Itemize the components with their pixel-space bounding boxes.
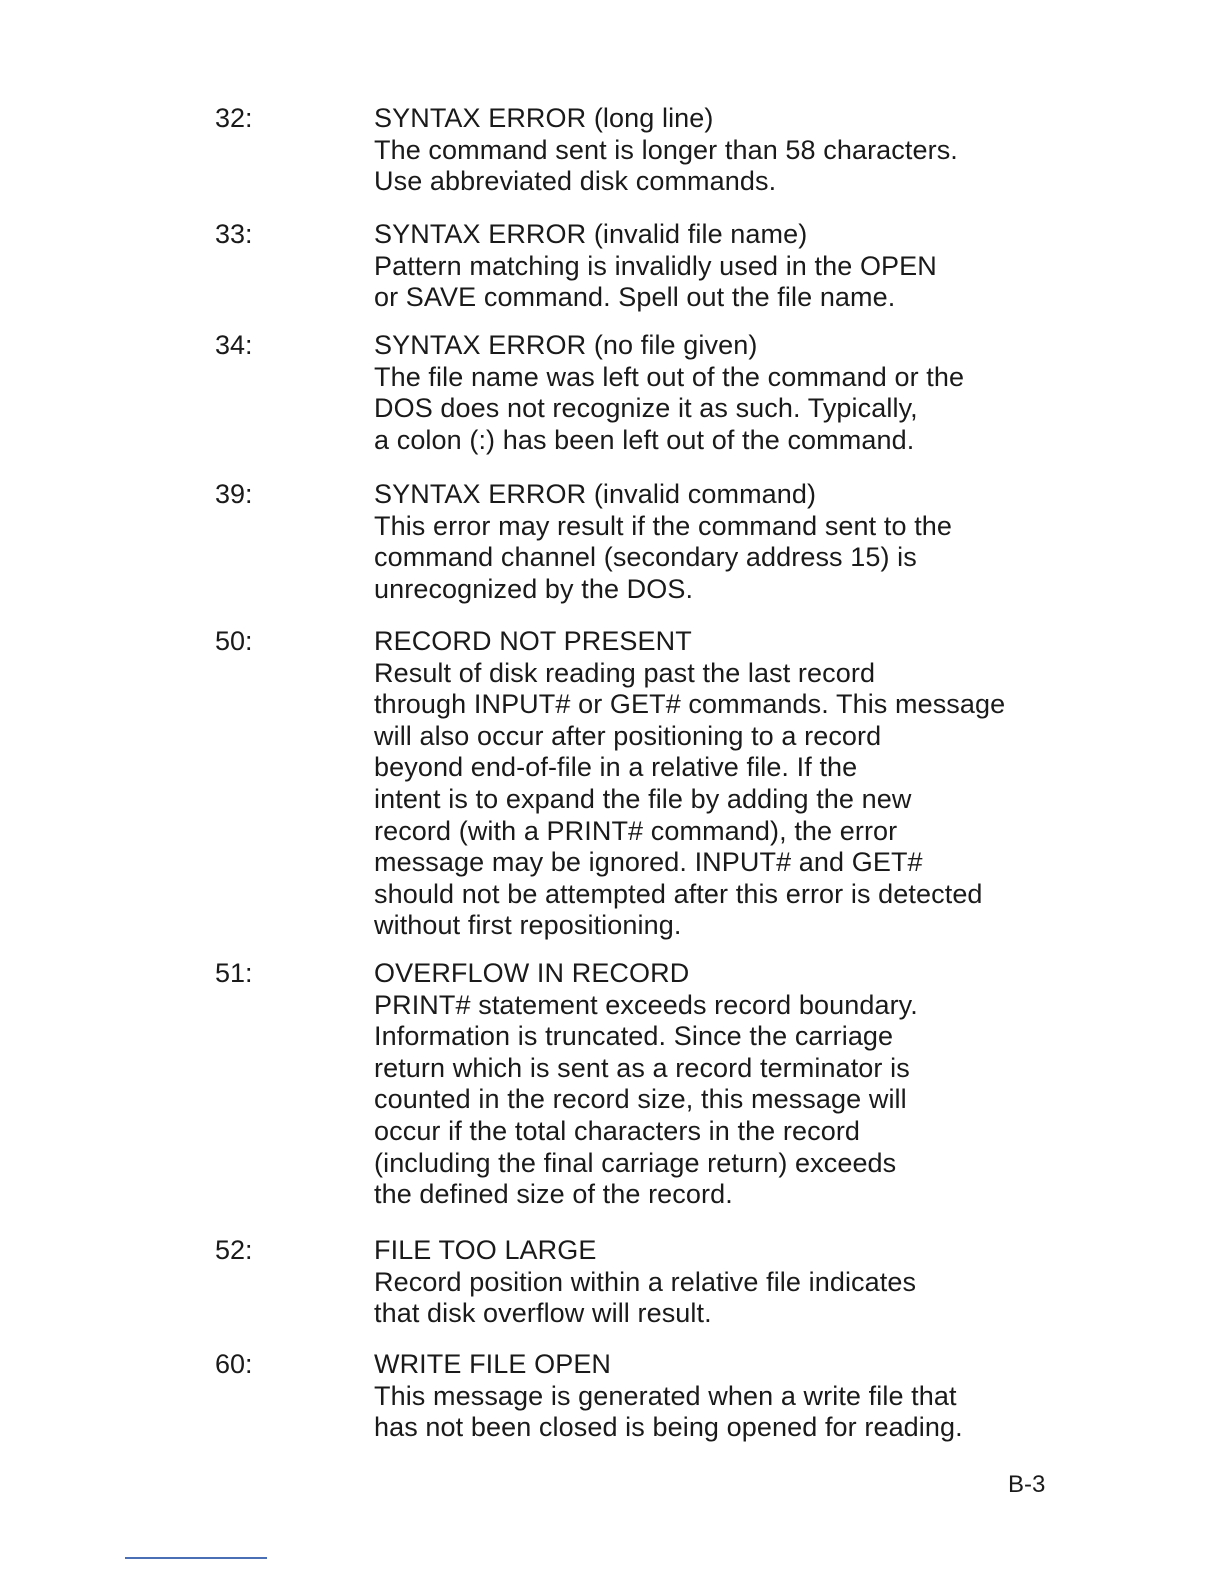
error-title: WRITE FILE OPEN	[374, 1349, 612, 1379]
description-line: unrecognized by the DOS.	[374, 573, 694, 604]
page-number: B-3	[1008, 1471, 1046, 1498]
error-code: 32:	[215, 103, 253, 133]
error-code: 33:	[215, 219, 253, 249]
description-line: PRINT# statement exceeds record boundary.	[374, 989, 918, 1020]
error-code: 50:	[215, 626, 253, 656]
description-line: message may be ignored. INPUT# and GET#	[374, 847, 923, 878]
error-title: SYNTAX ERROR (invalid command)	[374, 479, 817, 509]
description-line: This error may result if the command sent to the	[374, 510, 953, 541]
description-line: Pattern matching is invalidly used in the OPEN	[374, 250, 937, 281]
error-title: SYNTAX ERROR (no file given)	[374, 330, 758, 360]
error-description	[374, 1235, 1074, 1330]
error-title: SYNTAX ERROR (invalid file name)	[374, 219, 808, 249]
description-line: return which is sent as a record terminator is	[374, 1052, 910, 1083]
description-line: has not been closed is being opened for reading.	[374, 1412, 963, 1443]
description-line: or SAVE command. Spell out the file name.	[374, 282, 896, 313]
error-description	[374, 103, 1074, 198]
description-line: Use abbreviated disk commands.	[374, 166, 777, 197]
description-line: The file name was left out of the command or the	[374, 361, 965, 392]
description-line: a colon (:) has been left out of the command.	[374, 424, 915, 455]
description-line: intent is to expand the file by adding the new	[374, 783, 912, 814]
error-code: 34:	[215, 330, 253, 360]
error-code: 39:	[215, 479, 253, 509]
description-line: Record position within a relative file indicates	[374, 1266, 917, 1297]
description-line: beyond end-of-file in a relative file. If the	[374, 752, 858, 783]
description-line: should not be attempted after this error is detected	[374, 878, 983, 909]
description-line: the defined size of the record.	[374, 1179, 733, 1210]
error-description	[374, 219, 1074, 314]
description-line: Result of disk reading past the last record	[374, 657, 876, 688]
error-description	[374, 479, 1074, 605]
error-title: OVERFLOW IN RECORD	[374, 958, 690, 988]
description-line: will also occur after positioning to a record	[374, 720, 882, 751]
error-description	[374, 330, 1074, 456]
error-title: RECORD NOT PRESENT	[374, 626, 692, 656]
error-title: SYNTAX ERROR (long line)	[374, 103, 714, 133]
description-line: Information is truncated. Since the carriage	[374, 1021, 894, 1052]
description-line: through INPUT# or GET# commands. This message	[374, 689, 1006, 720]
description-line: counted in the record size, this message will	[374, 1084, 907, 1115]
description-line: This message is generated when a write file that	[374, 1380, 957, 1411]
description-line: command channel (secondary address 15) is	[374, 542, 917, 573]
error-code: 52:	[215, 1235, 253, 1265]
description-line: The command sent is longer than 58 characters.	[374, 134, 958, 165]
description-line: that disk overflow will result.	[374, 1298, 712, 1329]
error-code: 51:	[215, 958, 253, 988]
description-line: DOS does not recognize it as such. Typically,	[374, 393, 918, 424]
description-line: (including the final carriage return) exceeds	[374, 1147, 897, 1178]
description-line: occur if the total characters in the record	[374, 1115, 861, 1146]
description-line: record (with a PRINT# command), the error	[374, 815, 898, 846]
error-description	[374, 958, 1074, 1211]
error-code: 60:	[215, 1349, 253, 1379]
footer-rule	[125, 1557, 267, 1559]
error-title: FILE TOO LARGE	[374, 1235, 597, 1265]
error-description	[374, 1349, 1074, 1444]
error-description	[374, 626, 1074, 942]
description-line: without first repositioning.	[374, 910, 682, 941]
